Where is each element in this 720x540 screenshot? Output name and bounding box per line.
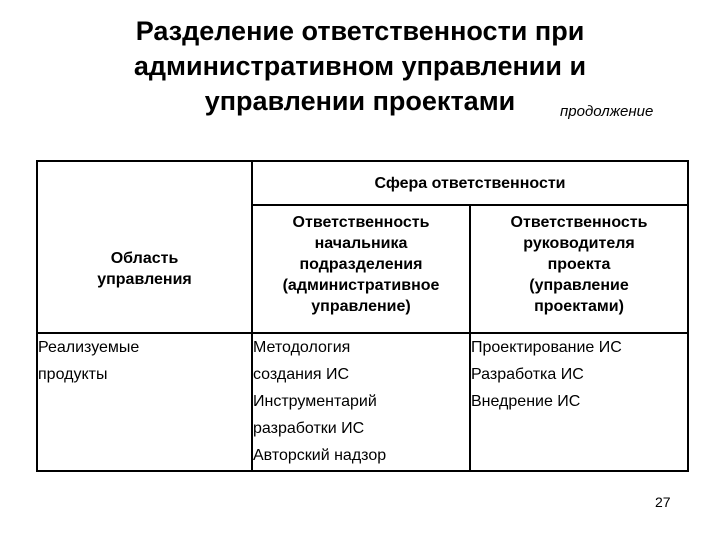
manager-responsibility-header <box>252 205 470 333</box>
header-line: руководителя <box>523 235 635 252</box>
list-item: Проектирование ИС <box>471 339 622 356</box>
list-item: разработки ИС <box>253 420 365 437</box>
list-item: Разработка ИС <box>471 366 584 383</box>
list-item: Инструментарий <box>253 393 377 410</box>
list-item: Авторский надзор <box>253 447 387 464</box>
row-label-line: продукты <box>38 366 108 383</box>
header-line: управление) <box>311 298 411 315</box>
sphere-header-cell <box>252 161 688 205</box>
list-item: создания ИС <box>253 366 350 383</box>
list-item: Методология <box>253 339 351 356</box>
header-line: (административное <box>282 277 440 294</box>
table-row <box>37 333 688 471</box>
row-label-cell <box>37 333 252 471</box>
responsibility-table <box>36 160 689 472</box>
header-line: проектами) <box>534 298 624 315</box>
header-line: (управление <box>529 277 629 294</box>
project-lead-responsibility-header <box>470 205 688 333</box>
slide-title-line: управлении проектами <box>204 86 516 116</box>
area-header-cell <box>37 205 252 333</box>
area-header-line: Область <box>110 249 179 267</box>
list-item: Внедрение ИС <box>471 393 581 410</box>
header-line: Ответственность <box>510 214 648 231</box>
slide-title-line: административном управлении и <box>133 51 587 81</box>
project-items-cell <box>470 333 688 471</box>
manager-items-cell <box>252 333 470 471</box>
row-label-line: Реализуемые <box>38 339 140 356</box>
header-line: проекта <box>547 256 611 273</box>
area-header-line: управления <box>97 270 192 288</box>
page-number: 27 <box>655 494 671 510</box>
continuation-note: продолжение <box>560 103 654 120</box>
header-line: Ответственность <box>292 214 430 231</box>
header-line: подразделения <box>299 256 423 273</box>
sphere-header: Сфера ответственности <box>374 174 566 192</box>
header-line: начальника <box>314 235 408 252</box>
table-corner-cell <box>37 161 252 205</box>
slide-title-line: Разделение ответственности при <box>135 16 585 46</box>
